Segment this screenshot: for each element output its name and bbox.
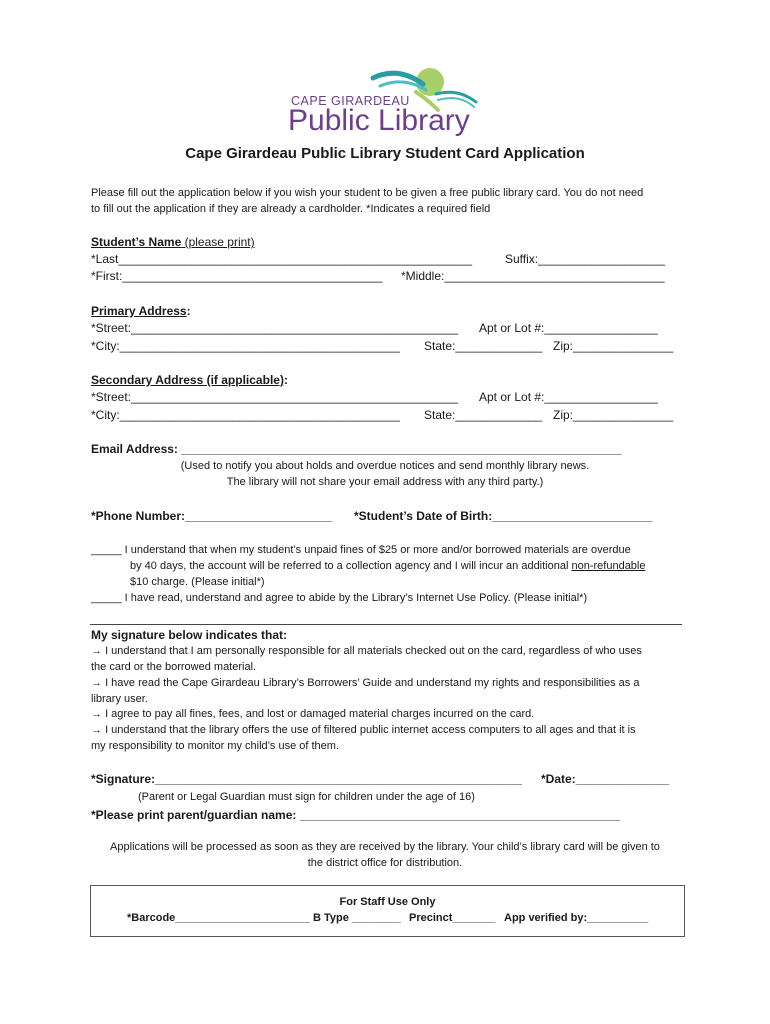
first-name-field[interactable]: *First:_______________________________________: [91, 269, 383, 283]
processing-note-2: the district office for distribution.: [307, 857, 463, 869]
terms-item-cont: my responsibility to monitor my child’s use of them.: [91, 740, 339, 752]
terms-item-cont: the card or the borrowed material.: [91, 661, 257, 673]
arrow-icon: →: [91, 724, 102, 736]
signature-note: (Parent or Legal Guardian must sign for children under the age of 16): [138, 791, 475, 803]
barcode-field[interactable]: *Barcode______________________: [127, 912, 310, 924]
email-note-1: (Used to notify you about holds and overdue notices and send monthly library news.: [180, 460, 590, 472]
secondary-street-field[interactable]: *Street:_________________________________________________: [91, 390, 459, 404]
primary-zip-field[interactable]: Zip:_______________: [553, 339, 674, 353]
last-name-field[interactable]: *Last_____________________________________________________: [91, 252, 473, 266]
library-logo: [288, 62, 488, 140]
app-verified-field[interactable]: App verified by:__________: [504, 912, 649, 924]
dob-field[interactable]: *Student’s Date of Birth:________________________: [354, 509, 653, 523]
terms-item: → I understand that the library offers the use of filtered public internet access computers to all ages and that it is: [91, 724, 636, 736]
secondary-zip-field[interactable]: Zip:_______________: [553, 408, 674, 422]
student-name-heading: Student’s Name (please print): [91, 235, 255, 249]
terms-item: → I have read the Cape Girardeau Library’s Borrowers’ Guide and understand my rights and responsibilities as a: [91, 677, 640, 689]
terms-item: → I understand that I am personally responsible for all materials checked out on the card, regardless of who uses: [91, 645, 642, 657]
middle-name-field[interactable]: *Middle:_________________________________: [401, 269, 665, 283]
staff-use-box: [90, 885, 685, 937]
secondary-city-field[interactable]: *City:__________________________________________: [91, 408, 400, 422]
arrow-icon: →: [91, 708, 102, 720]
terms-item: → I agree to pay all fines, fees, and lost or damaged material charges incurred on the card.: [91, 708, 535, 720]
secondary-apt-field[interactable]: Apt or Lot #:_________________: [479, 390, 658, 404]
signature-heading: My signature below indicates that:: [91, 628, 288, 642]
primary-apt-field[interactable]: Apt or Lot #:_________________: [479, 321, 658, 335]
primary-address-heading: Primary Address:: [91, 304, 191, 318]
fines-initial-line-3: $10 charge. (Please initial*): [130, 576, 265, 588]
secondary-address-heading: Secondary Address (if applicable):: [91, 373, 288, 387]
staff-title: For Staff Use Only: [339, 896, 436, 908]
arrow-icon: →: [91, 677, 102, 689]
logo-line2: Public Library: [288, 104, 470, 137]
intro-line-2: to fill out the application if they are already a cardholder. *Indicates a required field: [91, 203, 491, 215]
primary-city-field[interactable]: *City:__________________________________________: [91, 339, 400, 353]
guardian-name-field[interactable]: *Please print parent/guardian name: ________________________________________________: [91, 808, 621, 822]
logo-line1: CAPE GIRARDEAU: [291, 94, 410, 108]
arrow-icon: →: [91, 645, 102, 657]
suffix-field[interactable]: Suffix:___________________: [505, 252, 665, 266]
processing-note-1: Applications will be processed as soon as they are received by the library. Your child’s library card will be given to: [110, 841, 660, 853]
fines-initial-line-2: by 40 days, the account will be referred to a collection agency and I will incur an additional non-refundable: [130, 560, 646, 572]
primary-state-field[interactable]: State:_____________: [424, 339, 543, 353]
secondary-state-field[interactable]: State:_____________: [424, 408, 543, 422]
page-title: Cape Girardeau Public Library Student Card Application: [185, 145, 585, 162]
intro-line-1: Please fill out the application below if you wish your student to be given a free public library card. You do not need: [91, 187, 644, 199]
email-field[interactable]: Email Address: __________________________________________________________________: [91, 442, 622, 456]
email-note-2: The library will not share your email address with any third party.): [226, 476, 544, 488]
internet-policy-initial[interactable]: _____ I have read, understand and agree to abide by the Library’s Internet Use Policy. (Please initial*): [91, 592, 588, 604]
terms-item-cont: library user.: [91, 693, 148, 705]
precinct-field[interactable]: Precinct_______: [409, 912, 496, 924]
btype-field[interactable]: B Type ________: [313, 912, 401, 924]
signature-field[interactable]: *Signature:_______________________________________________________: [91, 772, 523, 786]
primary-street-field[interactable]: *Street:_________________________________________________: [91, 321, 459, 335]
fines-initial-line-1[interactable]: _____ I understand that when my student’s unpaid fines of $25 or more and/or borrowed materials are overdue: [91, 544, 631, 556]
date-field[interactable]: *Date:______________: [541, 772, 670, 786]
section-divider: [90, 624, 682, 625]
phone-field[interactable]: *Phone Number:______________________: [91, 509, 332, 523]
